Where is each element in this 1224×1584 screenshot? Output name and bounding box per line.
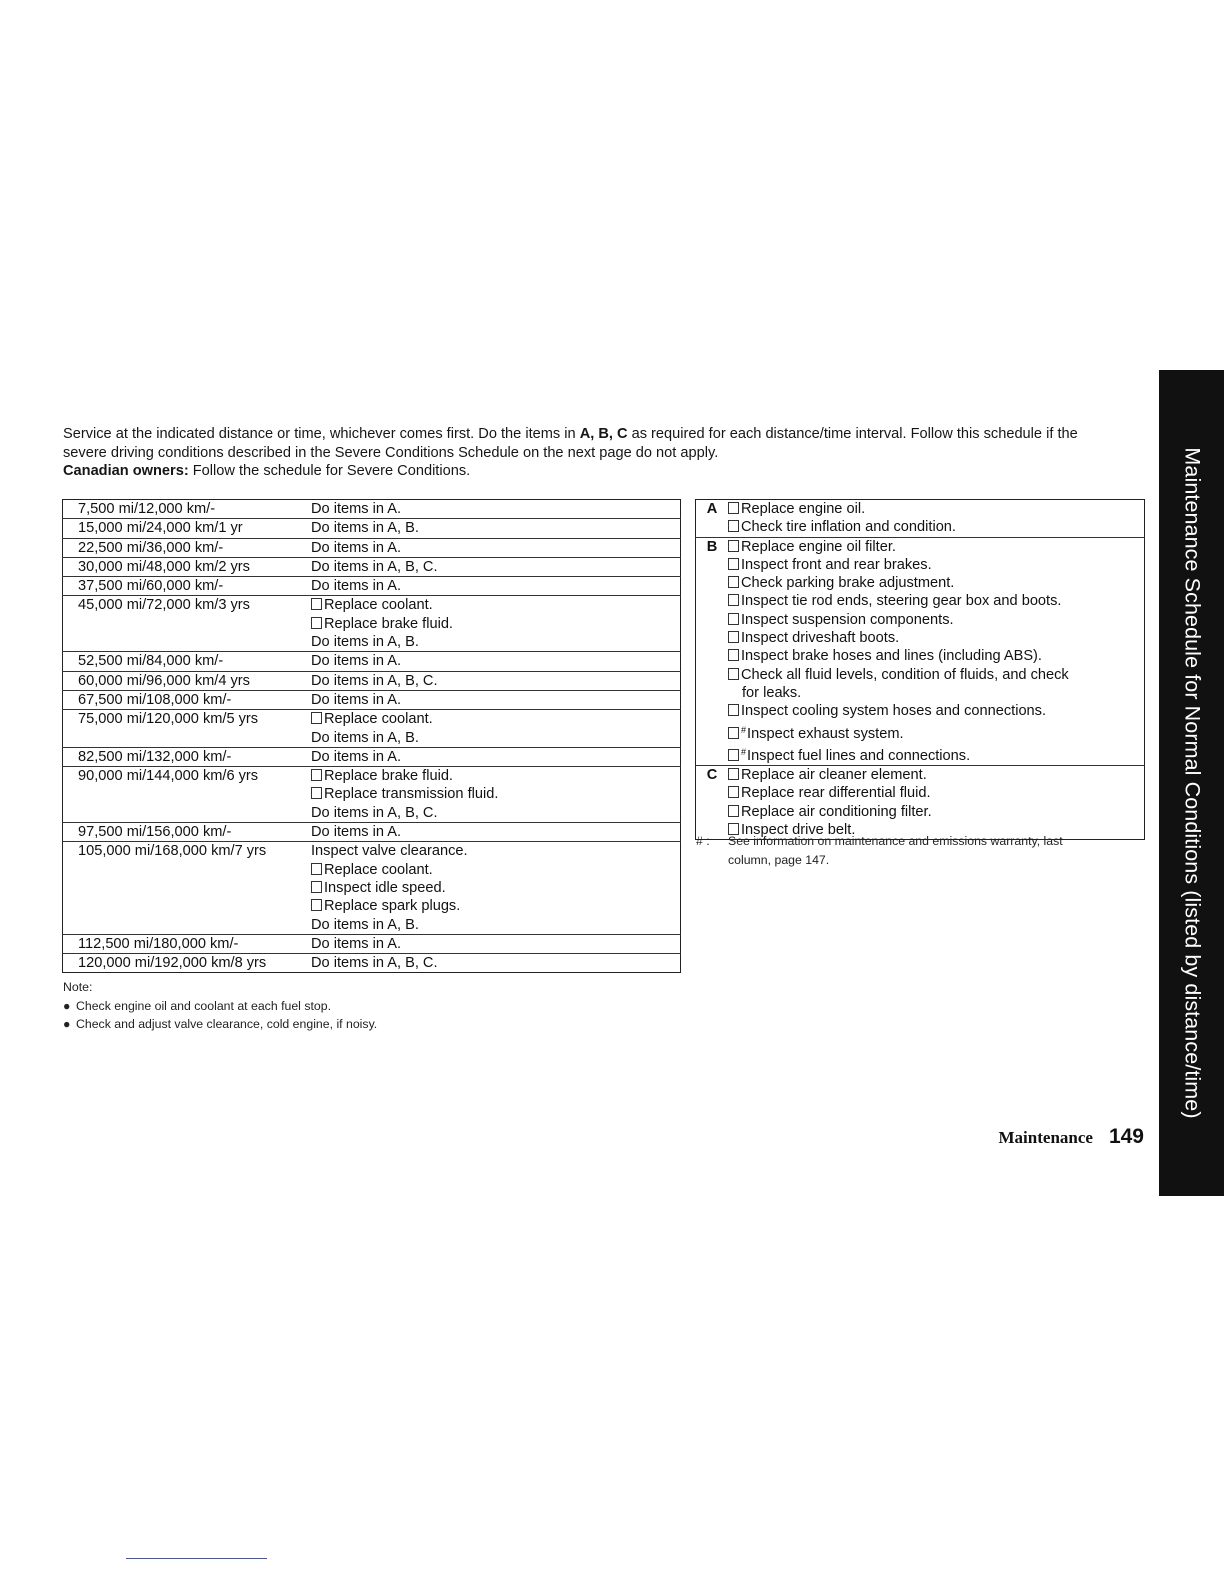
work-item: [311, 710, 680, 728]
intro-paragraph: [63, 425, 1113, 481]
work-item: [311, 879, 680, 897]
legend-item: [728, 766, 1140, 784]
interval-distance: 97,500 mi/156,000 km/-: [63, 823, 312, 842]
work-item: [311, 729, 680, 747]
checkbox-icon: [728, 594, 739, 606]
interval-work: [311, 519, 681, 538]
legend-group-b: [696, 537, 1145, 766]
legend-item: [728, 611, 1140, 629]
work-item-text: Do items in A, B.: [311, 916, 419, 933]
side-tab-label: Maintenance Schedule for Normal Conditions (listed by distance/time): [1180, 447, 1204, 1119]
work-item: [311, 823, 680, 841]
work-item-text: Replace transmission fluid.: [324, 786, 499, 803]
checkbox-icon: [728, 805, 739, 817]
interval-work: [311, 538, 681, 557]
checkbox-icon: [311, 863, 322, 875]
legend-item: [728, 592, 1140, 610]
work-item-text: Do items in A, B, C.: [311, 955, 438, 972]
checkbox-icon: [728, 749, 739, 761]
side-tab: [1159, 370, 1224, 1196]
interval-work: [311, 747, 681, 766]
legend-key: A: [696, 500, 729, 538]
interval-distance: 7,500 mi/12,000 km/-: [63, 500, 312, 519]
legend-item: [728, 803, 1140, 821]
note-item-text: Check and adjust valve clearance, cold engine, if noisy.: [76, 1017, 378, 1031]
interval-work: [311, 690, 681, 709]
work-item: [311, 633, 680, 651]
legend-items: [728, 766, 1145, 840]
work-item: [311, 861, 680, 879]
legend-item-text: Check tire inflation and condition.: [741, 519, 956, 536]
work-item-text: Do items in A, B.: [311, 729, 419, 746]
hash-mark: #: [741, 724, 747, 735]
checkbox-icon: [311, 598, 322, 610]
interval-work: [311, 652, 681, 671]
work-item-text: Do items in A, B, C.: [311, 558, 438, 575]
checkbox-icon: [728, 576, 739, 588]
work-item: [311, 691, 680, 709]
interval-work: [311, 710, 681, 748]
interval-work: [311, 557, 681, 576]
interval-distance: 82,500 mi/132,000 km/-: [63, 747, 312, 766]
work-item: [311, 519, 680, 537]
work-item-text: Replace brake fluid.: [324, 615, 453, 632]
work-item: [311, 804, 680, 822]
legend-item-text: Inspect front and rear brakes.: [741, 556, 932, 573]
work-item-text: Do items in A, B, C.: [311, 804, 438, 821]
bullet-icon: ●: [63, 1017, 71, 1031]
checkbox-icon: [728, 613, 739, 625]
legend-item-text: Inspect cooling system hoses and connections.: [741, 703, 1047, 720]
legend-group-c: [696, 766, 1145, 840]
legend-item-text: Inspect tie rod ends, steering gear box and boots.: [741, 593, 1062, 610]
interval-work: [311, 500, 681, 519]
interval-distance: 22,500 mi/36,000 km/-: [63, 538, 312, 557]
note-section: [63, 978, 663, 1034]
interval-distance: 105,000 mi/168,000 km/7 yrs: [63, 842, 312, 934]
checkbox-icon: [311, 712, 322, 724]
page-footer: [999, 1125, 1144, 1149]
work-item-text: Do items in A.: [311, 748, 402, 765]
work-item-text: Do items in A.: [311, 539, 402, 556]
checkbox-icon: [728, 558, 739, 570]
work-item-text: Do items in A.: [311, 501, 402, 517]
maintenance-interval-table: [62, 499, 681, 973]
interval-row: [63, 671, 681, 690]
canadian-owners-label: Canadian owners:: [63, 463, 189, 479]
work-item: [311, 539, 680, 557]
interval-distance: 15,000 mi/24,000 km/1 yr: [63, 519, 312, 538]
work-item: [311, 935, 680, 953]
intro-text: Service at the indicated distance or time, whichever comes first. Do the items in: [63, 426, 580, 442]
work-item-text: Inspect valve clearance.: [311, 843, 468, 860]
legend-item-text: Replace rear differential fluid.: [741, 785, 931, 802]
checkbox-icon: [728, 540, 739, 552]
bullet-icon: ●: [63, 998, 71, 1013]
legend-item-text: Replace air cleaner element.: [741, 767, 927, 784]
work-item: [311, 577, 680, 595]
work-item-text: Replace coolant.: [324, 711, 433, 728]
work-item: [311, 916, 680, 934]
checkbox-icon: [728, 502, 739, 514]
work-item: [311, 954, 680, 972]
interval-row: [63, 954, 681, 973]
interval-row: [63, 842, 681, 934]
interval-row: [63, 652, 681, 671]
work-item: [311, 785, 680, 803]
legend-item-text: Inspect exhaust system.: [747, 725, 904, 742]
legend-items: [728, 500, 1145, 538]
legend-item: [728, 574, 1140, 592]
interval-distance: 120,000 mi/192,000 km/8 yrs: [78, 955, 267, 972]
interval-row: [63, 519, 681, 538]
checkbox-icon: [728, 768, 739, 780]
legend-item-text: Inspect drive belt.: [741, 822, 856, 839]
legend-item: [728, 556, 1140, 574]
interval-work: [311, 823, 681, 842]
work-item: [311, 767, 680, 785]
work-item-text: Replace coolant.: [324, 861, 433, 878]
hash-mark: #: [741, 746, 747, 757]
interval-distance: 60,000 mi/96,000 km/4 yrs: [63, 671, 312, 690]
work-item: [311, 558, 680, 576]
work-item-text: Do items in A.: [311, 691, 402, 708]
legend-item-text: Check all fluid levels, condition of fluids, and check: [741, 666, 1069, 683]
checkbox-icon: [728, 520, 739, 532]
checkbox-icon: [311, 617, 322, 629]
legend-item-text: Replace engine oil filter.: [741, 538, 896, 555]
interval-work: [311, 842, 681, 934]
note-item: [63, 997, 663, 1016]
interval-row: [63, 767, 681, 823]
work-item: [311, 672, 680, 690]
interval-distance: 90,000 mi/144,000 km/6 yrs: [63, 767, 312, 823]
work-item: [311, 615, 680, 633]
interval-work: [311, 954, 681, 973]
warranty-footnote: [696, 832, 1126, 870]
canadian-owners-text: Follow the schedule for Severe Conditions.: [188, 463, 471, 479]
legend-item: [728, 500, 1140, 518]
interval-distance: 45,000 mi/72,000 km/3 yrs: [63, 596, 312, 652]
footnote-mark: # :: [696, 834, 710, 848]
work-item-text: Do items in A.: [311, 935, 402, 952]
work-item: [311, 897, 680, 915]
legend-item: [728, 666, 1140, 684]
footer-section-title: Maintenance: [998, 1128, 1093, 1147]
note-title: Note:: [63, 980, 93, 994]
legend-item: [728, 518, 1140, 536]
checkbox-icon: [311, 787, 322, 799]
intro-bold-letters: A, B, C: [579, 426, 628, 442]
checkbox-icon: [728, 668, 739, 680]
work-item: [311, 842, 680, 860]
scan-artifact-line: [126, 1558, 267, 1559]
interval-row: [63, 934, 681, 953]
page-number: 149: [1108, 1125, 1144, 1148]
interval-work: [311, 577, 681, 596]
work-item-text: Do items in A.: [311, 578, 402, 595]
legend-item-text: Inspect driveshaft boots.: [741, 630, 900, 647]
interval-distance: 75,000 mi/120,000 km/5 yrs: [63, 710, 312, 748]
legend-item-text: Inspect fuel lines and connections.: [747, 747, 971, 764]
legend-item: [728, 784, 1140, 802]
legend-item-text: Replace air conditioning filter.: [741, 803, 932, 820]
work-item-text: Inspect idle speed.: [324, 879, 446, 896]
interval-distance: 112,500 mi/180,000 km/-: [63, 934, 312, 953]
checkbox-icon: [728, 631, 739, 643]
work-item-text: Replace spark plugs.: [324, 898, 461, 915]
legend-item: [728, 629, 1140, 647]
checkbox-icon: [311, 881, 322, 893]
checkbox-icon: [311, 769, 322, 781]
maintenance-items-legend: [695, 499, 1145, 840]
interval-row: [63, 710, 681, 748]
legend-item: [728, 538, 1140, 556]
note-item-text: Check engine oil and coolant at each fuel stop.: [76, 998, 331, 1013]
footnote-line-2: column, page 147.: [728, 853, 830, 867]
legend-item-text: Inspect brake hoses and lines (including ABS).: [741, 648, 1042, 665]
legend-item: [728, 647, 1140, 665]
note-item: [63, 1015, 663, 1034]
work-item: [311, 596, 680, 614]
work-item: [311, 500, 680, 518]
work-item-text: Do items in A, B, C.: [311, 672, 438, 689]
work-item-text: Do items in A, B.: [311, 634, 419, 651]
interval-row: [63, 557, 681, 576]
interval-row: [63, 747, 681, 766]
checkbox-icon: [728, 786, 739, 798]
legend-item-text: Check parking brake adjustment.: [741, 575, 955, 592]
interval-work: [311, 596, 681, 652]
checkbox-icon: [728, 649, 739, 661]
interval-row: [63, 690, 681, 709]
checkbox-icon: [728, 704, 739, 716]
legend-item: [728, 743, 1140, 765]
interval-work: [311, 671, 681, 690]
interval-row: [63, 577, 681, 596]
legend-item-text: Inspect suspension components.: [741, 611, 954, 628]
work-item-text: Do items in A.: [311, 653, 402, 670]
work-item-text: Replace coolant.: [324, 597, 433, 614]
legend-items: [728, 537, 1145, 766]
legend-key: B: [696, 537, 729, 766]
work-item-text: Do items in A, B.: [311, 520, 419, 537]
work-item: [311, 748, 680, 766]
interval-distance: 37,500 mi/60,000 km/-: [63, 577, 312, 596]
interval-row: [63, 538, 681, 557]
work-item-text: Replace brake fluid.: [324, 768, 453, 785]
work-item: [311, 652, 680, 670]
legend-group-a: [696, 500, 1145, 538]
interval-row: [63, 500, 681, 519]
work-item-text: Do items in A.: [311, 824, 402, 841]
interval-work: [311, 767, 681, 823]
interval-distance: 67,500 mi/108,000 km/-: [63, 690, 312, 709]
interval-row: [63, 596, 681, 652]
legend-item-continuation: for leaks.: [742, 684, 802, 701]
interval-row: [63, 823, 681, 842]
legend-item: [728, 702, 1140, 720]
legend-key: C: [706, 767, 718, 784]
checkbox-icon: [728, 727, 739, 739]
checkbox-icon: [311, 899, 322, 911]
interval-distance: 30,000 mi/48,000 km/2 yrs: [63, 557, 312, 576]
footnote-line-1: See information on maintenance and emissions warranty, last: [728, 834, 1063, 848]
legend-item-text: Replace engine oil.: [741, 501, 866, 517]
interval-distance: 52,500 mi/84,000 km/-: [63, 652, 312, 671]
intro-text-cont: as required for each distance/time interval. Follow this schedule if the severe driving conditions described in the Severe Conditions Schedule on the next page do not apply.: [63, 426, 1078, 461]
interval-work: [311, 934, 681, 953]
legend-item: [728, 721, 1140, 743]
